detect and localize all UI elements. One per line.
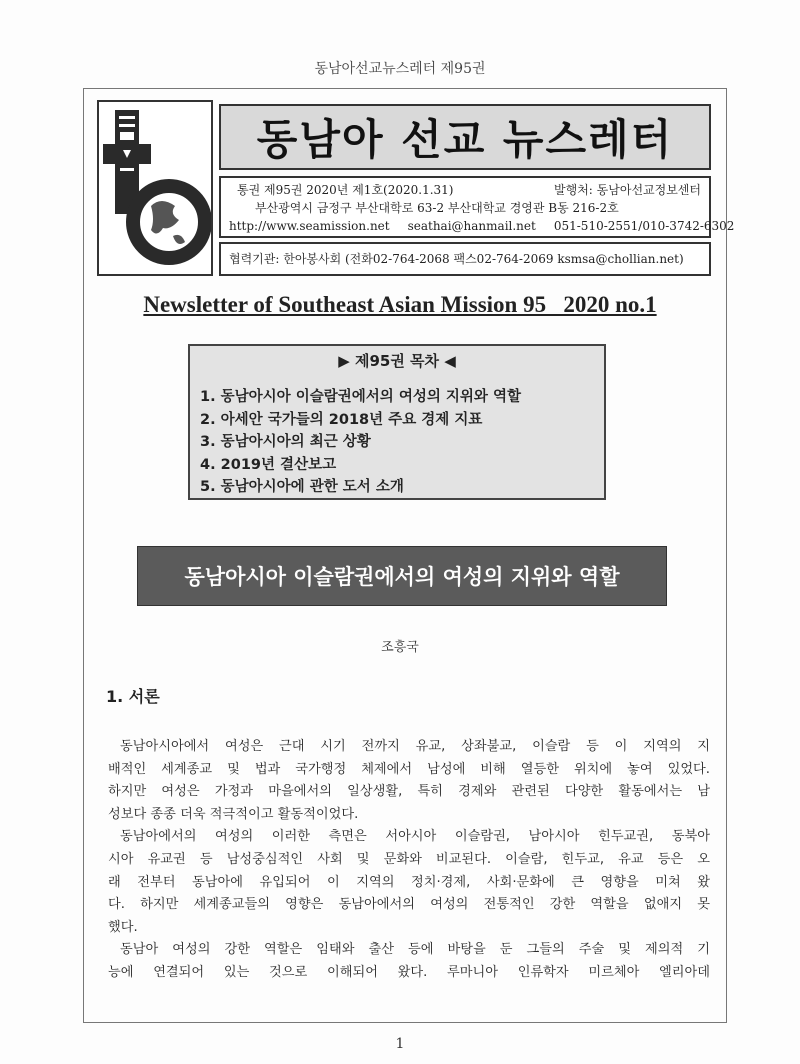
issue-info: 통권 제95권 2020년 제1호(2020.1.31) <box>237 183 454 197</box>
newsletter-logo <box>97 100 213 276</box>
body-line: 동남아에서의 여성의 이러한 측면은 서아시아 이슬람권, 남아시아 힌두교권, 동북아 <box>120 829 710 845</box>
article-title-banner <box>137 546 667 606</box>
english-title: Newsletter of Southeast Asian Mission 95 2020 no.1 <box>143 292 657 317</box>
toc-item: 4. 2019년 결산보고 <box>200 456 337 473</box>
address: 부산광역시 금정구 부산대학로 63-2 부산대학교 경영관 B동 216-2호 <box>255 201 619 215</box>
body-line: 다. 하지만 세계종교들의 영향은 동남아에서의 여성의 전통적인 강한 역할을 없애지 못 <box>108 897 710 913</box>
email-link[interactable]: seathai@hanmail.net <box>407 219 536 233</box>
table-of-contents <box>188 344 606 500</box>
newsletter-title: 동남아 선교 뉴스레터 <box>256 115 674 164</box>
publication-info <box>219 176 735 238</box>
toc-item: 2. 아세안 국가들의 2018년 주요 경제 지표 <box>200 411 483 428</box>
partner-info: 협력기관: 한아봉사회 (전화02-764-2068 팩스02-764-2069 ksmsa@chollian.net) <box>219 242 711 276</box>
section-heading: 1. 서론 <box>106 687 160 706</box>
body-line: 하지만 여성은 가정과 마을에서의 일상생활, 특히 경제와 관련된 다양한 활동에서는 남 <box>108 784 710 800</box>
website-link[interactable]: http://www.seamission.net <box>229 219 390 233</box>
cross-globe-logo-icon <box>99 102 211 274</box>
article-author: 조흥국 <box>381 640 419 655</box>
running-header: 동남아선교뉴스레터 제95권 <box>314 61 486 77</box>
phone-number: 051-510-2551/010-3742-6302 <box>553 219 735 233</box>
body-line: 배적인 세계종교 및 법과 국가행정 체제에서 남성에 비해 열등한 위치에 놓여 있었다. <box>108 761 710 777</box>
body-line: 능에 연결되어 있는 것으로 이해되어 왔다. 루마니아 인류학자 미르체아 엘리아데 <box>108 964 710 980</box>
body-line: 래 전부터 동남아에 유입되어 이 지역의 정치·경제, 사회·문화에 큰 영향을 미쳐 왔 <box>108 874 710 890</box>
body-line: 동남아 여성의 강한 역할은 임태와 출산 등에 바탕을 둔 그들의 주술 및 제의적 기 <box>120 942 710 958</box>
body-line: 했다. <box>108 919 138 935</box>
publisher-info: 발행처: 동남아선교정보센터 <box>554 183 701 197</box>
body-line: 성보다 종종 더욱 적극적이고 활동적이었다. <box>108 806 359 822</box>
toc-heading: ▶ 제95권 목차 ◀ <box>338 352 456 370</box>
toc-item: 1. 동남아시아 이슬람권에서의 여성의 지위와 역할 <box>200 389 521 405</box>
masthead <box>97 100 735 278</box>
newsletter-title-box <box>219 104 711 170</box>
page-number: 1 <box>395 1036 405 1052</box>
toc-item: 5. 동남아시아에 관한 도서 소개 <box>200 479 404 495</box>
article-title: 동남아시아 이슬람권에서의 여성의 지위와 역할 <box>184 565 620 589</box>
toc-item: 3. 동남아시아의 최근 상황 <box>200 434 371 450</box>
body-line: 시아 유교권 등 남성중심적인 사회 및 문화와 비교된다. 이슬람, 힌두교, 유교 등은 오 <box>108 851 710 867</box>
body-line: 동남아시아에서 여성은 근대 시기 전까지 유교, 상좌불교, 이슬람 등 이 지역의 지 <box>120 739 710 754</box>
article-body <box>108 736 710 985</box>
